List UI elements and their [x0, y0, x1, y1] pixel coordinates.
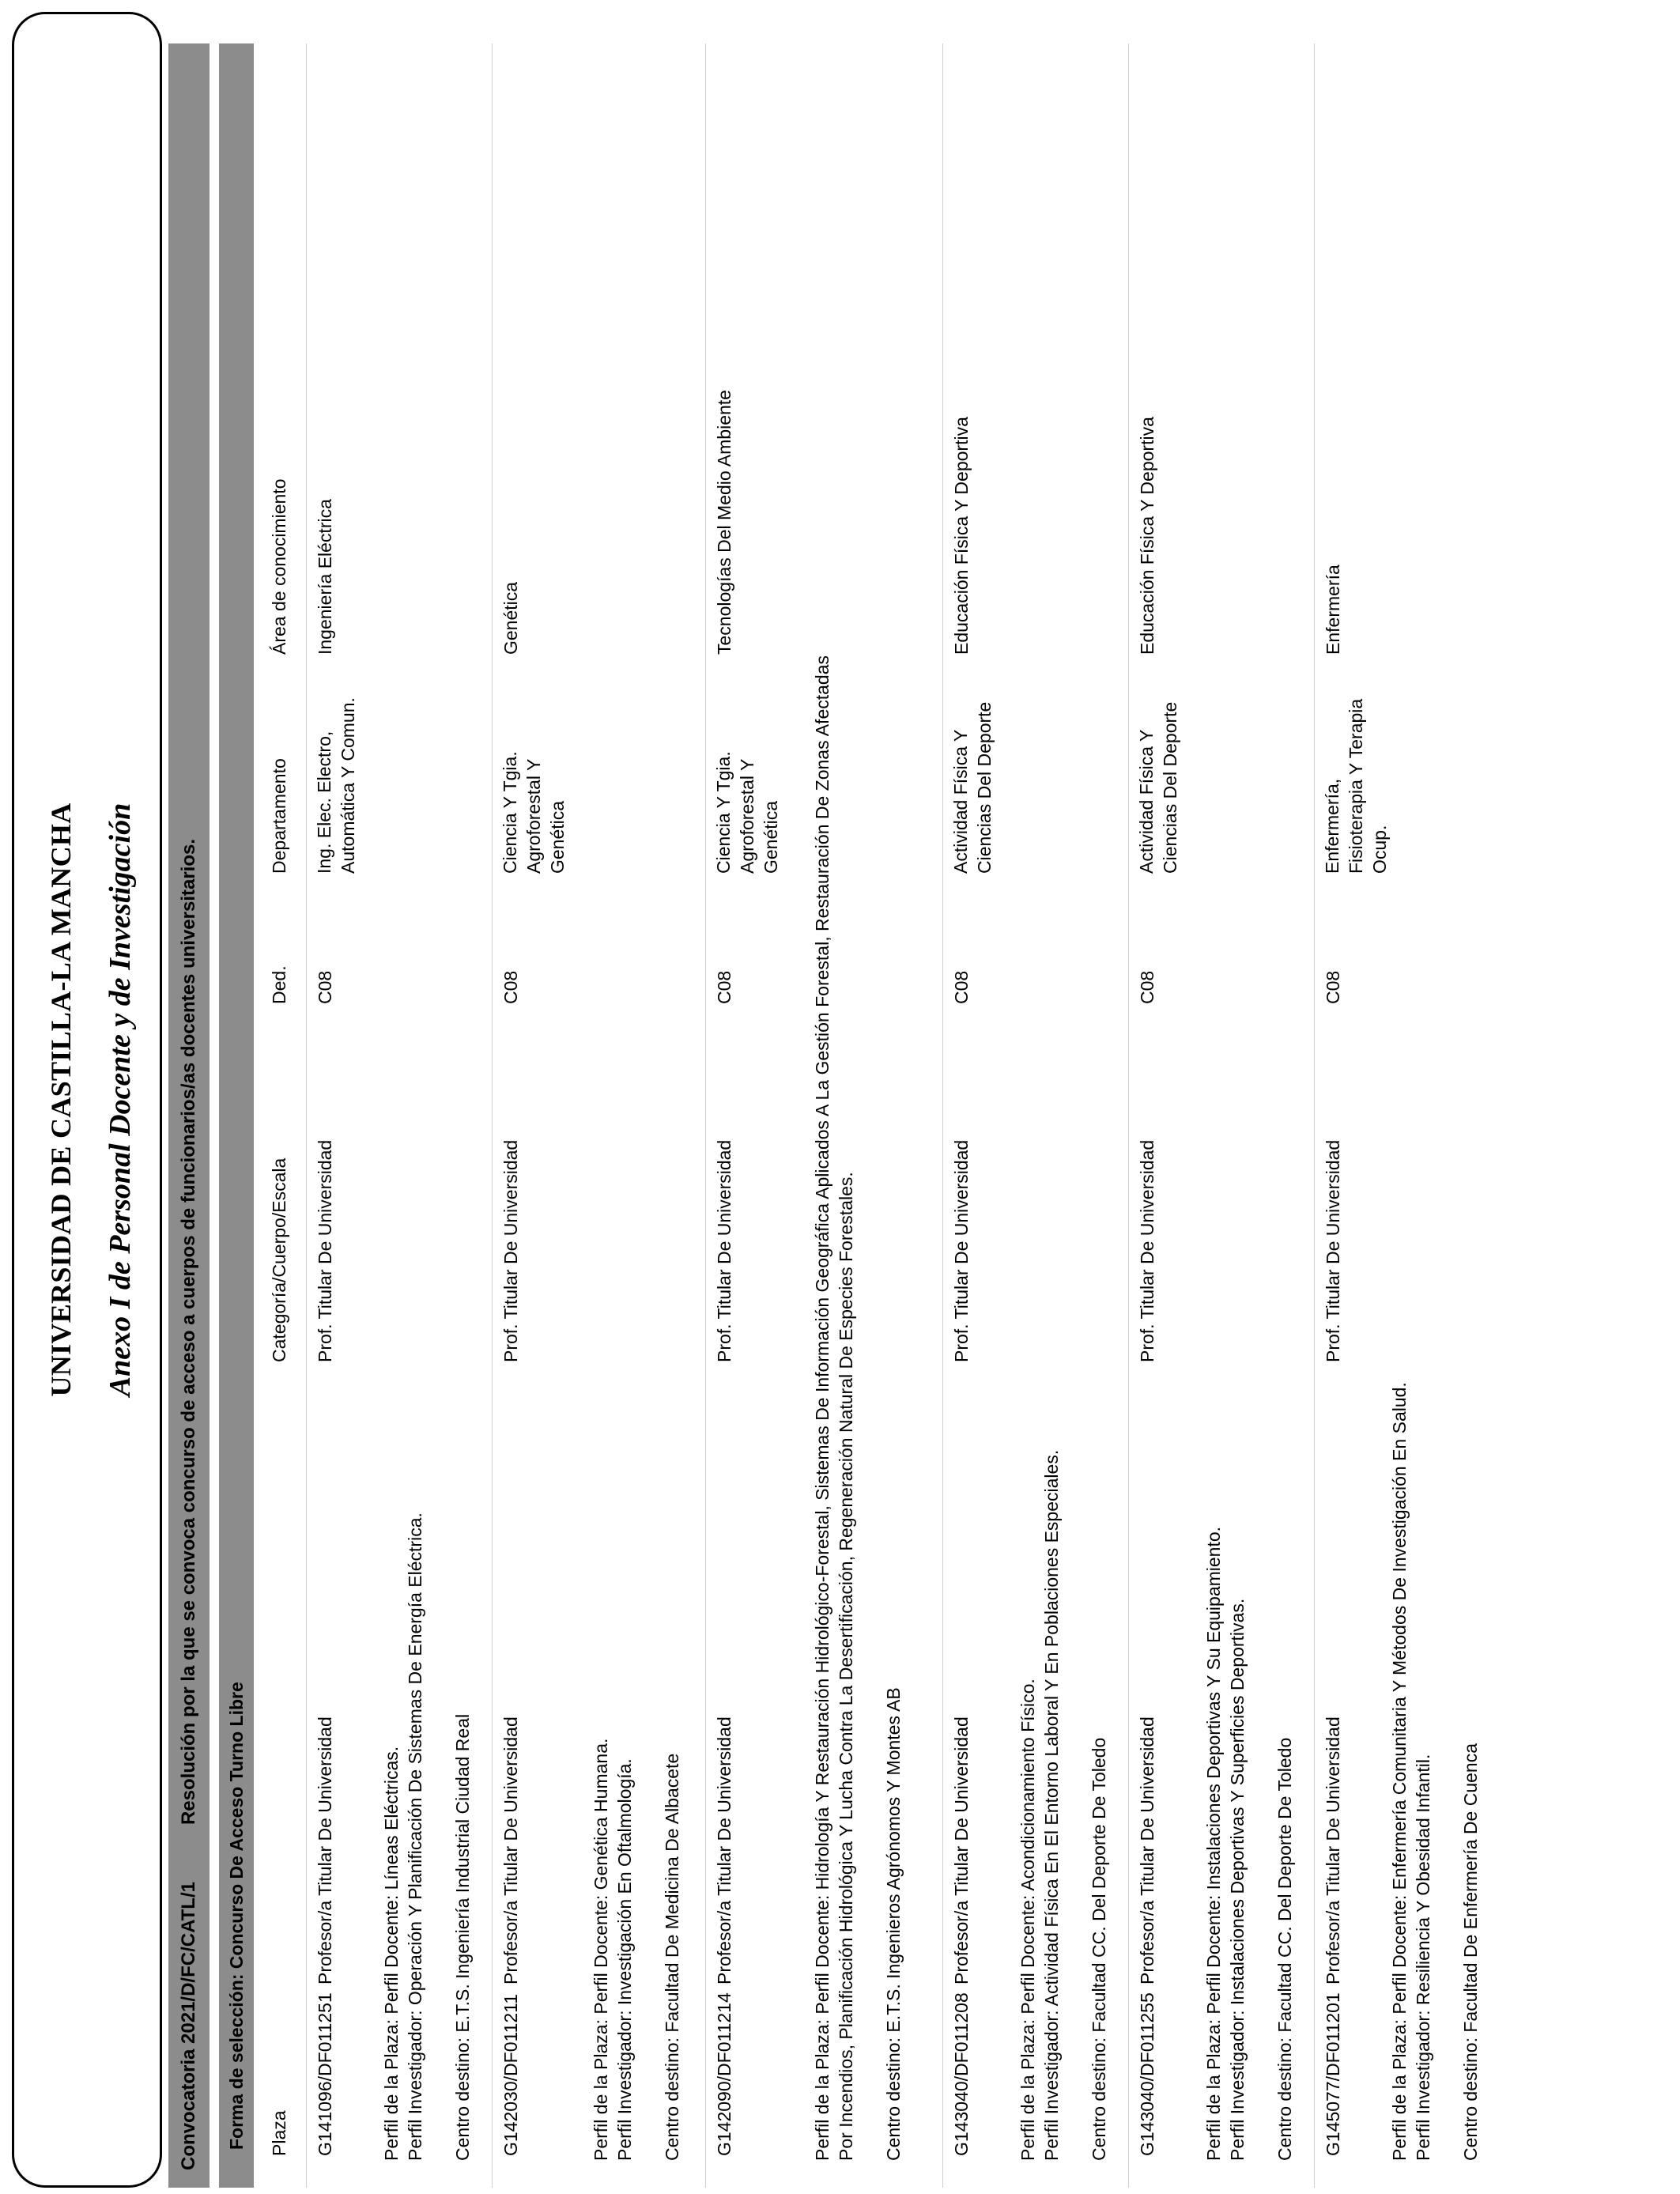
column-header-area: Área de conocimiento [269, 478, 289, 655]
row-separator [1314, 43, 1315, 2188]
column-header-departamento: Departamento [269, 758, 289, 874]
categoria: Prof. Titular De Universidad [714, 1139, 734, 1362]
departamento-line: Ciencia Y Tgia. [500, 751, 520, 874]
categoria-larga: Profesor/a Titular De Universidad [714, 1716, 734, 1984]
perfil-line: Perfil de la Plaza: Perfil Docente: Enfermería Comunitaria Y Métodos De Investigación En Salud. [1389, 1382, 1410, 2161]
dedicacion: C08 [500, 970, 521, 1004]
categoria-larga: Profesor/a Titular De Universidad [1137, 1716, 1157, 1984]
perfil-line: Por Incendios, Planificación Hidrológica Y Lucha Contra La Desertificación, Regeneración Natural De Especies Forestales. [836, 1172, 856, 2161]
perfil-line: Perfil Investigador: Instalaciones Deportivas Y Superficies Deportivas. [1227, 1598, 1248, 2161]
centro-destino: Centro destino: E.T.S. Ingenieros Agrónomos Y Montes AB [883, 1687, 904, 2161]
column-header-categoria: Categoría/Cuerpo/Escala [269, 1157, 289, 1362]
row-separator [306, 43, 307, 2188]
centro-destino: Centro destino: Facultad CC. Del Deporte De Toledo [1089, 1737, 1109, 2161]
perfil-line: Perfil Investigador: Investigación En Oftalmología. [614, 1758, 635, 2161]
convocatoria-bar [168, 43, 210, 2188]
plaza-code: G145077/DF011201 [1323, 1992, 1343, 2156]
dedicacion: C08 [951, 970, 972, 1004]
column-header-plaza: Plaza [269, 2110, 289, 2156]
row-separator [492, 43, 493, 2188]
area-conocimiento: Enfermería [1323, 565, 1343, 655]
departamento-line: Agroforestal Y [523, 758, 544, 874]
forma-seleccion-text: Forma de selección: Concurso De Acceso Turno Libre [225, 1682, 247, 2150]
categoria-larga: Profesor/a Titular De Universidad [500, 1716, 521, 1984]
area-conocimiento: Educación Física Y Deportiva [951, 417, 972, 655]
dedicacion: C08 [315, 970, 335, 1004]
perfil-line: Perfil de la Plaza: Perfil Docente: Hidrología Y Restauración Hidrológico-Forestal, Sistemas De Información Geográfica Aplicados A La Gestión Forestal, Restauración De Zonas Afectadas [812, 655, 832, 2161]
dedicacion: C08 [1323, 970, 1343, 1004]
categoria-larga: Profesor/a Titular De Universidad [1323, 1716, 1343, 1984]
centro-destino: Centro destino: Facultad De Medicina De Albacete [662, 1753, 682, 2161]
forma-seleccion-bar [219, 43, 254, 2188]
plaza-code: G143040/DF011208 [951, 1992, 972, 2156]
plaza-code: G141096/DF011251 [315, 1992, 335, 2156]
perfil-line: Perfil de la Plaza: Perfil Docente: Líneas Eléctricas. [381, 1746, 402, 2161]
row-separator [1128, 43, 1129, 2188]
area-conocimiento: Educación Física Y Deportiva [1137, 417, 1157, 655]
categoria: Prof. Titular De Universidad [500, 1139, 521, 1362]
departamento-line: Ciencias Del Deporte [1160, 701, 1180, 874]
title-box [12, 12, 162, 2188]
centro-destino: Centro destino: Facultad De Enfermería De Cuenca [1460, 1743, 1481, 2161]
column-header-ded: Ded. [269, 965, 289, 1004]
perfil-line: Perfil Investigador: Operación Y Planificación De Sistemas De Energía Eléctrica. [405, 1512, 425, 2161]
departamento-line: Automática Y Comun. [338, 697, 358, 874]
centro-destino: Centro destino: Facultad CC. Del Deporte De Toledo [1274, 1737, 1295, 2161]
perfil-line: Perfil Investigador: Actividad Física En El Entorno Laboral Y En Poblaciones Especiales. [1041, 1449, 1062, 2161]
perfil-line: Perfil Investigador: Resiliencia Y Obesidad Infantil. [1413, 1754, 1433, 2161]
departamento-line: Ing. Elec. Electro, [314, 731, 334, 874]
area-conocimiento: Ingeniería Eléctrica [315, 499, 335, 655]
resolucion-text: Resolución por la que se convoca concurso de acceso a cuerpos de funcionarios/as docentes universitarios. [178, 838, 199, 1826]
departamento-line: Actividad Física Y [1136, 729, 1157, 874]
departamento-line: Genética [547, 800, 568, 874]
row-separator [705, 43, 706, 2188]
categoria: Prof. Titular De Universidad [1137, 1139, 1157, 1362]
plaza-code: G142030/DF011211 [500, 1993, 521, 2156]
categoria-larga: Profesor/a Titular De Universidad [315, 1716, 335, 1984]
departamento-line: Ciencia Y Tgia. [713, 751, 734, 874]
university-title: UNIVERSIDAD DE CASTILLA-LA MANCHA [45, 802, 77, 1397]
categoria-larga: Profesor/a Titular De Universidad [951, 1716, 972, 1984]
dedicacion: C08 [1137, 970, 1157, 1004]
area-conocimiento: Tecnologías Del Medio Ambiente [714, 390, 734, 655]
perfil-line: Perfil de la Plaza: Perfil Docente: Genética Humana. [591, 1738, 611, 2161]
categoria: Prof. Titular De Universidad [1323, 1139, 1343, 1362]
departamento-line: Genética [761, 800, 781, 874]
departamento-line: Fisioterapia Y Terapia [1346, 698, 1366, 874]
categoria: Prof. Titular De Universidad [951, 1139, 972, 1362]
row-separator [942, 43, 943, 2188]
annex-title: Anexo I de Personal Docente y de Investigación [104, 802, 137, 1397]
departamento-line: Ocup. [1369, 825, 1390, 874]
dedicacion: C08 [714, 970, 734, 1004]
departamento-line: Agroforestal Y [737, 758, 757, 874]
perfil-line: Perfil de la Plaza: Perfil Docente: Instalaciones Deportivas Y Su Equipamiento. [1203, 1526, 1224, 2161]
departamento-line: Enfermería, [1322, 778, 1342, 874]
departamento-line: Ciencias Del Deporte [974, 701, 995, 874]
categoria: Prof. Titular De Universidad [315, 1139, 335, 1362]
plaza-code: G142090/DF011214 [714, 1992, 734, 2156]
departamento-line: Actividad Física Y [950, 729, 971, 874]
convocatoria-code: Convocatoria 2021/D/FC/CATL/1 [178, 1882, 199, 2170]
plaza-code: G143040/DF011255 [1137, 1992, 1157, 2156]
centro-destino: Centro destino: E.T.S. Ingeniería Industrial Ciudad Real [452, 1713, 473, 2161]
perfil-line: Perfil de la Plaza: Perfil Docente: Acondicionamiento Físico. [1017, 1679, 1038, 2161]
area-conocimiento: Genética [500, 581, 521, 655]
